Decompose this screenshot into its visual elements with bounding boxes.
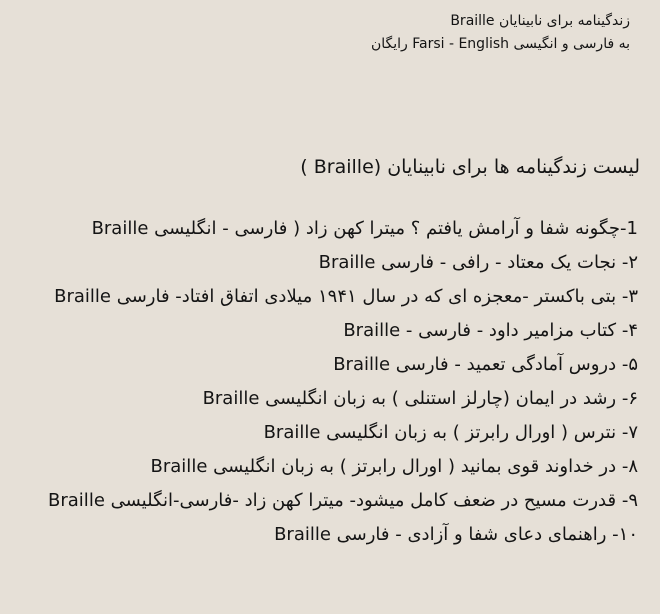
list-item: ۷- نترس ( اورال رابرتز ) به زبان انگلیسی Braille (263, 422, 638, 443)
list-item: ۴- کتاب مزامیر داود - فارسی - Braille (343, 320, 638, 341)
list-item: ۱۰- راهنمای دعای شفا و آزادی - فارسی Braille (274, 524, 638, 545)
list-item: ۳- بتی باکستر -معجزه ای که در سال ۱۹۴۱ میلادی اتفاق افتاد- فارسی Braille (54, 286, 638, 307)
list-item: ۹- قدرت مسیح در ضعف کامل میشود- میترا کهن زاد -فارسی-انگلیسی Braille (48, 490, 638, 511)
header-subtitle: به فارسی و انگیسی Farsi - English رایگان (370, 36, 630, 52)
list-item: ۵- دروس آمادگی تعمید - فارسی Braille (333, 354, 638, 375)
list-item: ۸- در خداوند قوی بمانید ( اورال رابرتز ) به زبان انگلیسی Braille (150, 456, 638, 477)
list-item: ۲- نجات یک معتاد - رافی - فارسی Braille (318, 252, 638, 273)
header-title: زندگینامه برای نابینایان Braille (450, 13, 630, 29)
list-title: لیست زندگینامه ها برای نابینایان (Braille ) (300, 156, 640, 178)
list-item: ۶- رشد در ایمان (چارلز استنلی ) به زبان انگلیسی Braille (202, 388, 638, 409)
biography-list (40, 212, 638, 552)
page-header (20, 10, 630, 56)
list-item: 1-چگونه شفا و آرامش یافتم ؟ میترا کهن زاد ( فارسی - انگلیسی Braille (91, 218, 638, 239)
